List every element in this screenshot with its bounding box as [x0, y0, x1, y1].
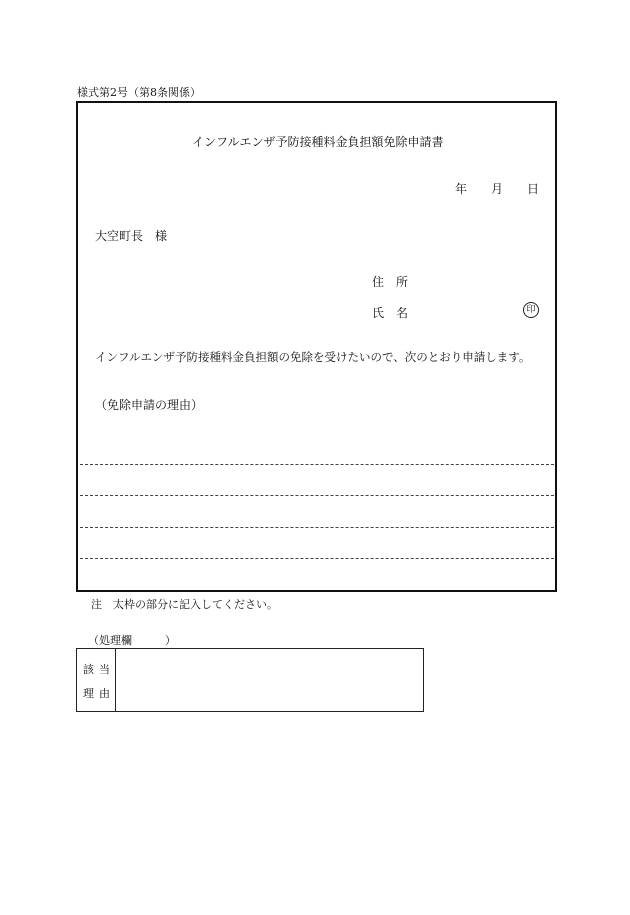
application-statement: インフルエンザ予防接種料金負担額の免除を受けたいので、次のとおり申請します。	[95, 350, 531, 364]
name-label: 氏 名	[372, 306, 409, 320]
reason-label: （免除申請の理由）	[95, 398, 204, 412]
date-month-label: 月	[491, 182, 504, 196]
date-day-label: 日	[527, 182, 540, 196]
note: 注 太枠の部分に記入してください。	[91, 598, 278, 611]
handling-divider	[115, 649, 116, 711]
reason-line-1	[80, 464, 554, 465]
form-title: インフルエンザ予防接種料金負担額免除申請書	[192, 135, 444, 149]
application-frame	[76, 101, 557, 592]
address-label: 住 所	[372, 275, 409, 289]
handling-row-2-label: 理由	[83, 687, 115, 700]
handling-heading: （処理欄 ）	[88, 634, 176, 647]
date-year-label: 年	[455, 182, 468, 196]
seal-mark: 印	[523, 302, 539, 318]
handling-box	[76, 648, 424, 712]
handling-row-1-label: 該当	[83, 663, 115, 676]
reason-line-4	[80, 558, 554, 559]
reason-line-3	[80, 527, 554, 528]
addressee: 大空町長 様	[95, 229, 168, 243]
reason-line-2	[80, 495, 554, 496]
form-number: 様式第2号（第8条関係）	[77, 86, 201, 99]
